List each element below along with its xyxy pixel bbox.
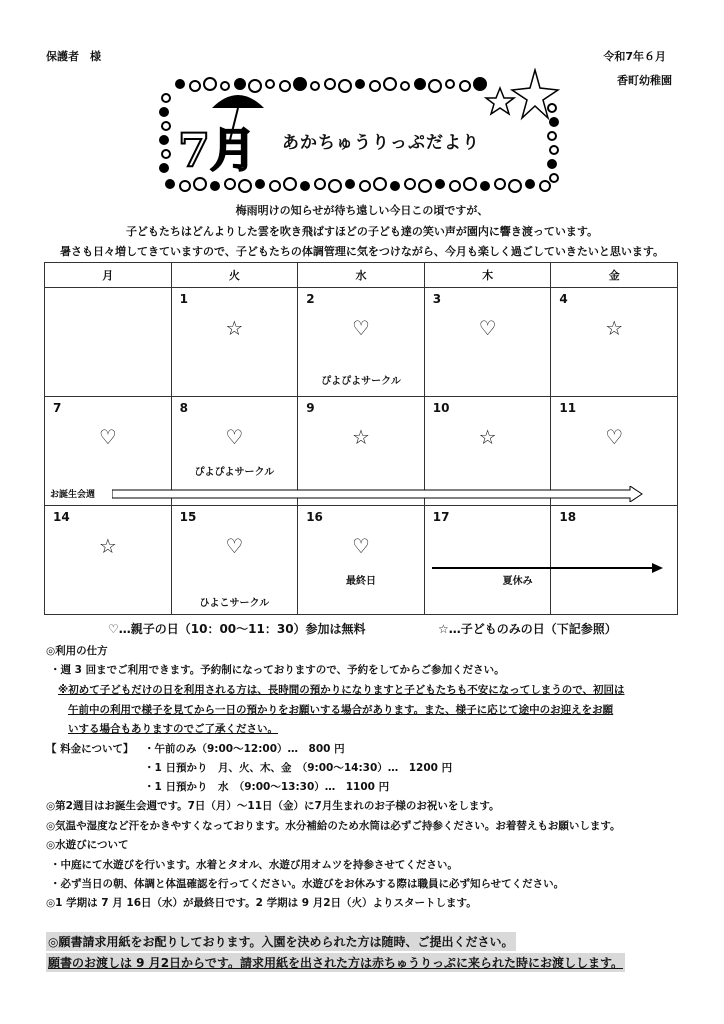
frame-dot xyxy=(194,178,206,190)
intro-line-2: 子どもたちはどんよりした雲を吹き飛ばすほどの子ども達の笑い声が園内に響き渡っています。 xyxy=(125,225,599,238)
frame-dot xyxy=(235,79,245,89)
application-notice-2: 願書のお渡しは 9 月2日からです。請求用紙を出された方は赤ちゅうりっぷに来られた時にお渡しします。 xyxy=(46,953,625,972)
calendar-cell xyxy=(298,506,425,615)
star-icon: ☆ xyxy=(98,534,117,558)
event-note: ひよこサークル xyxy=(199,598,270,609)
water-note-2: ・必ず当日の朝、体調と体温確認を行ってください。水遊びをお休みする際は職員に必ず知らせてください。 xyxy=(50,878,565,890)
frame-dot xyxy=(225,179,235,189)
fee-full-day: ・1 日預かり 月、火、木、金 （9:00～14:30）… 1200 円 xyxy=(144,762,453,774)
frame-dot xyxy=(239,180,251,192)
frame-dot xyxy=(160,136,168,144)
frame-dot xyxy=(374,178,386,190)
calendar-cell xyxy=(298,288,425,397)
frame-dot xyxy=(509,180,521,192)
star-icon: ☆ xyxy=(605,316,624,340)
heart-icon: ♡ xyxy=(478,316,497,340)
day-header-tue: 火 xyxy=(171,263,298,288)
recipient: 保護者 様 xyxy=(46,50,101,63)
frame-dot xyxy=(346,180,354,188)
date-number: 3 xyxy=(432,292,442,306)
event-note: 夏休み xyxy=(502,576,533,587)
frame-dot xyxy=(339,80,351,92)
frame-dot xyxy=(550,174,558,182)
star-icon: ☆ xyxy=(352,425,370,449)
frame-dot xyxy=(356,80,364,88)
frame-dot xyxy=(160,108,168,116)
calendar-cell xyxy=(424,288,551,397)
issue-date: 令和7年６月 xyxy=(603,50,666,63)
frame-dot xyxy=(460,81,470,91)
frame-dot xyxy=(311,82,319,90)
usage-line: ・週 3 回までご利用できます。予約制になっておりますので、予約をしてからご参加ください。 xyxy=(50,664,505,676)
birthday-week-label: お誕生会週 xyxy=(50,490,96,500)
calendar-week-1 xyxy=(45,288,678,397)
day-header-thu: 木 xyxy=(424,263,551,288)
frame-dot xyxy=(419,180,431,192)
frame-dot xyxy=(284,178,296,190)
birthday-note: ◎第2週目はお誕生会週です。7日（月）～11日（金）に7月生まれのお子様のお祝いをします。 xyxy=(46,800,500,812)
usage-warning-2: 午前中の利用で様子を見てから一日の預かりをお願いする場合があります。また、様子に応じて途中のお迎えをお願 xyxy=(68,704,614,716)
date-number: 4 xyxy=(559,292,568,306)
heart-icon: ♡ xyxy=(352,316,370,340)
calendar-cell xyxy=(551,288,678,397)
frame-dot xyxy=(162,122,170,130)
calendar-week-3 xyxy=(45,506,678,615)
frame-dot xyxy=(211,182,219,190)
usage-warning-3: いする場合もありますのでご了承ください。 xyxy=(68,723,278,735)
heart-icon: ♡ xyxy=(225,425,244,449)
date-number: 8 xyxy=(179,401,188,415)
frame-dot xyxy=(548,104,556,112)
frame-dot xyxy=(548,160,556,168)
date-number: 17 xyxy=(432,510,450,524)
frame-dot xyxy=(540,181,550,191)
frame-dot xyxy=(548,132,556,140)
frame-dot xyxy=(280,81,290,91)
summer-vacation-arrow xyxy=(432,562,664,574)
calendar-cell xyxy=(171,288,298,397)
frame-dot xyxy=(176,80,184,88)
frame-dot xyxy=(301,182,309,190)
frame-dot xyxy=(256,180,264,188)
frame-dot xyxy=(370,81,380,91)
date-number: 1 xyxy=(179,292,188,306)
star-icon: ☆ xyxy=(478,425,497,449)
heart-icon: ♡ xyxy=(225,534,244,558)
frame-dot xyxy=(204,78,216,90)
frame-dot xyxy=(495,179,505,189)
frame-dot xyxy=(401,82,409,90)
fee-morning: ・午前のみ（9:00～12:00）… 800 円 xyxy=(144,743,345,755)
water-heading: ◎水遊びについて xyxy=(46,839,129,851)
application-notice-1: ◎願書請求用紙をお配りしております。入園を決められた方は随時、ご提出ください。 xyxy=(46,932,516,951)
day-header-fri: 金 xyxy=(551,263,678,288)
date-number: 14 xyxy=(53,510,70,524)
heart-icon: ♡ xyxy=(605,425,624,449)
frame-dot xyxy=(325,79,335,89)
frame-dot xyxy=(360,181,370,191)
frame-dot xyxy=(190,81,200,91)
star-icon: ☆ xyxy=(225,316,244,340)
frame-dot xyxy=(249,80,261,92)
water-note-1: ・中庭にて水遊びを行います。水着とタオル、水遊び用オムツを持参させてください。 xyxy=(50,859,458,871)
frame-dot xyxy=(294,78,306,90)
frame-dot xyxy=(436,180,444,188)
weather-note: ◎気温や湿度など汗をかきやすくなっております。水分補給のため水筒は必ずご持参ください。お着替えもお願いします。 xyxy=(46,820,621,832)
calendar-cell xyxy=(551,506,678,615)
date-number: 15 xyxy=(179,510,197,524)
legend-heart: ♡…親子の日（10：00～11：30）参加は無料 xyxy=(108,622,366,636)
event-note: ぴよぴよサークル xyxy=(194,467,275,478)
calendar-cell xyxy=(45,288,172,397)
frame-dot xyxy=(162,94,170,102)
frame-dot xyxy=(221,82,229,90)
birthday-week-arrow xyxy=(112,486,644,502)
frame-dot xyxy=(166,180,174,188)
frame-dot xyxy=(180,181,190,191)
frame-dot xyxy=(162,150,170,158)
legend-star: ☆…子どものみの日（下記参照） xyxy=(438,622,617,636)
frame-dot xyxy=(550,118,558,126)
starfish-icon xyxy=(486,70,558,118)
date-number: 9 xyxy=(306,401,315,415)
newsletter-title: あかちゅうりっぷだより xyxy=(282,133,480,153)
date-number: 7 xyxy=(53,401,62,415)
frame-dot xyxy=(474,78,486,90)
date-number: 2 xyxy=(306,292,315,306)
frame-dot xyxy=(415,79,425,89)
usage-heading: ◎利用の仕方 xyxy=(46,645,108,657)
frame-dot xyxy=(550,146,558,154)
frame-dot xyxy=(450,181,460,191)
frame-dot xyxy=(160,164,168,172)
day-header-wed: 水 xyxy=(298,263,425,288)
frame-dot xyxy=(481,182,489,190)
fee-wednesday: ・1 日預かり 水 （9:00～13:30）… 1100 円 xyxy=(144,781,390,793)
calendar-cell xyxy=(424,506,551,615)
frame-dot xyxy=(464,178,476,190)
frame-dot xyxy=(391,182,399,190)
day-header-mon: 月 xyxy=(45,263,172,288)
date-number: 10 xyxy=(432,401,450,415)
calendar-cell xyxy=(45,506,172,615)
calendar-cell xyxy=(171,506,298,615)
frame-dot xyxy=(315,179,325,189)
frame-dot xyxy=(266,80,274,88)
date-number: 16 xyxy=(306,510,323,524)
date-number: 18 xyxy=(559,510,577,524)
event-note: 最終日 xyxy=(345,576,376,587)
usage-warning-1: ※初めて子どもだけの日を利用される方は、長時間の預かりになりますと子どもたちも不安になってしまうので、初回は xyxy=(58,684,625,696)
frame-dot xyxy=(429,80,441,92)
frame-dot xyxy=(329,180,341,192)
intro-line-3: 暑さも日々増してきていますので、子どもたちの体調管理に気をつけながら、今月も楽しく過ごしていきたいと思います。 xyxy=(60,245,664,258)
event-note: ぴよぴよサークル xyxy=(321,376,401,387)
month-lettering: 7月 xyxy=(178,123,257,177)
frame-dot xyxy=(405,179,415,189)
heart-icon: ♡ xyxy=(352,534,370,558)
frame-dot xyxy=(446,80,454,88)
school-name: 香町幼稚園 xyxy=(617,74,672,87)
date-number: 11 xyxy=(559,401,577,415)
fee-label: 【 料金について】 xyxy=(46,743,134,755)
frame-dot xyxy=(270,181,280,191)
heart-icon: ♡ xyxy=(98,425,117,449)
term-note: ◎1 学期は 7 月 16日（水）が最終日です。2 学期は 9 月2日（火）よりスタートします。 xyxy=(46,897,477,909)
frame-dot xyxy=(384,78,396,90)
intro-line-1: 梅雨明けの知らせが待ち遠しい今日この頃ですが、 xyxy=(235,204,489,217)
frame-dot xyxy=(526,180,534,188)
